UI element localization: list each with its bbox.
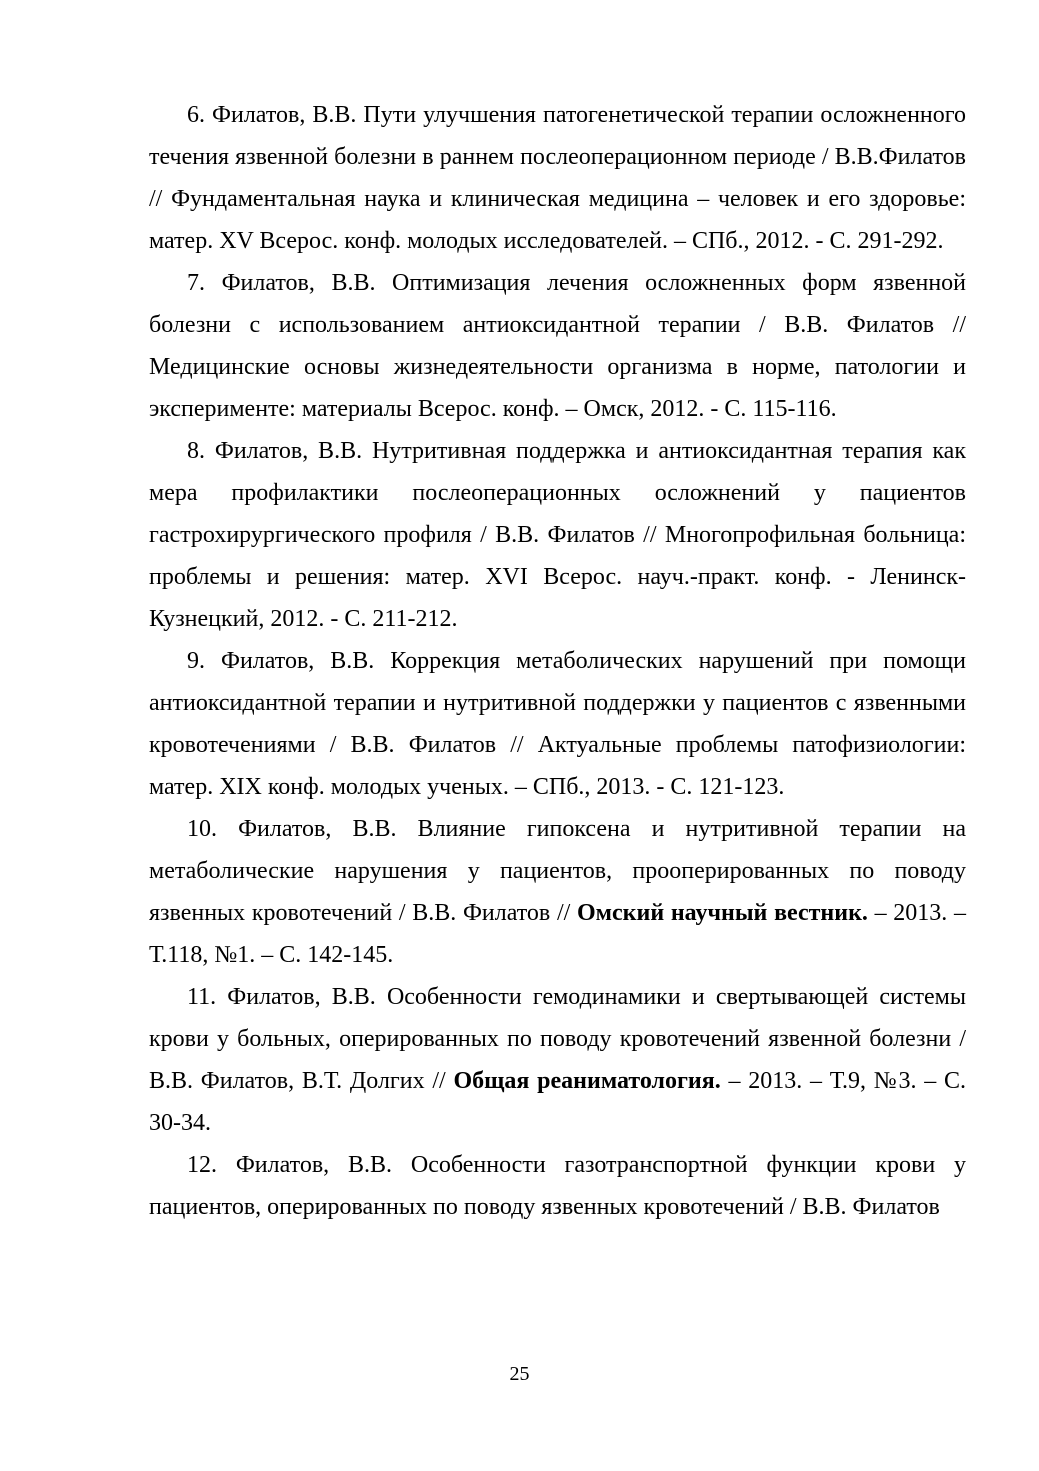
reference-item-8: [149, 430, 966, 640]
reference-item-10: [149, 808, 966, 976]
reference-item-7: [149, 262, 966, 430]
reference-item-11: [149, 976, 966, 1144]
reference-text: 12. Филатов, В.В. Особенности газотранспортной функции крови у пациентов, оперированных по поводу язвенных кровотечений / В.В. Филатов: [149, 1152, 966, 1220]
page-number: 25: [509, 1363, 530, 1385]
journal-title: Общая реаниматология.: [453, 1068, 721, 1094]
reference-item-12: [149, 1144, 966, 1228]
reference-text: 7. Филатов, В.В. Оптимизация лечения осложненных форм язвенной болезни с использованием антиоксидантной терапии / В.В. Филатов // Медицинские основы жизнедеятельности организма в норме, патологии и эксперименте: материалы Всерос. конф. – Омск, 2012. - С. 115-116.: [149, 270, 966, 422]
reference-list: [149, 94, 966, 1228]
reference-item-6: [149, 94, 966, 262]
reference-text: 8. Филатов, В.В. Нутритивная поддержка и антиоксидантная терапия как мера профилактики послеоперационных осложнений у пациентов гастрохирургического профиля / В.В. Филатов // Многопрофильная больница: проблемы и решения: матер. XVI Всерос. науч.-практ. конф. - Ленинск-Кузнецкий, 2012. - С. 211-212.: [149, 438, 966, 632]
reference-text: 11. Филатов, В.В. Особенности гемодинамики и свертывающей системы крови у больных, оперированных по поводу кровотечений язвенной болезни / В.В. Филатов, В.Т. Долгих //: [149, 984, 966, 1094]
reference-text-tail: – 2013. – Т.9, №3. – С. 30-34.: [149, 1068, 966, 1136]
reference-item-9: [149, 640, 966, 808]
reference-text-tail: – 2013. – Т.118, №1. – С. 142-145.: [149, 900, 967, 968]
reference-text: 9. Филатов, В.В. Коррекция метаболических нарушений при помощи антиоксидантной терапии и нутритивной поддержки у пациентов с язвенными кровотечениями / В.В. Филатов // Актуальные проблемы патофизиологии: матер. XIX конф. молодых ученых. – СПб., 2013. - С. 121-123.: [149, 648, 966, 800]
journal-title: Омский научный вестник.: [577, 900, 868, 926]
reference-text: 10. Филатов, В.В. Влияние гипоксена и нутритивной терапии на метаболические нарушения у пациентов, прооперированных по поводу язвенных кровотечений / В.В. Филатов //: [149, 816, 966, 926]
reference-text: 6. Филатов, В.В. Пути улучшения патогенетической терапии осложненного течения язвенной болезни в раннем послеоперационном периоде / В.В.Филатов // Фундаментальная наука и клиническая медицина – человек и его здоровье: матер. XV Всерос. конф. молодых исследователей. – СПб., 2012. - С. 291-292.: [149, 102, 966, 254]
